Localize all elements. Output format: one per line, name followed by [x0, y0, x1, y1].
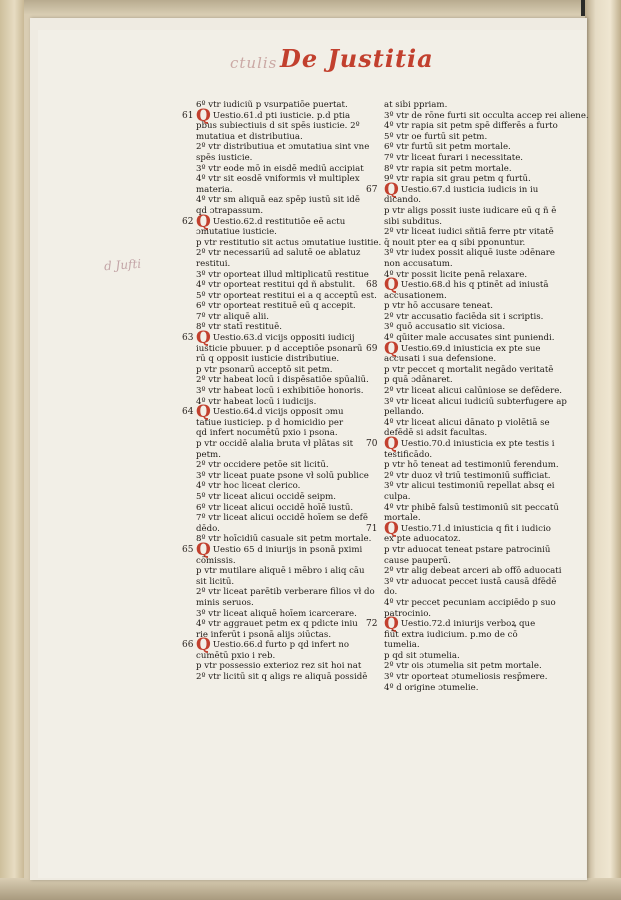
- text-line: [384, 333, 560, 344]
- line-text: 4º vtr sit eosdē vniformis vł multiplex: [196, 174, 360, 185]
- line-text: 3º vtr oporteat illud mltiplicatū restitue: [196, 269, 369, 280]
- rubricated-initial: Q: [196, 402, 211, 423]
- question-number: 65: [182, 544, 194, 555]
- question-number: 68: [366, 280, 378, 291]
- question-heading-line: [182, 211, 366, 232]
- line-text: q̄ nouit pter ea q sibi pponuntur.: [384, 237, 526, 248]
- line-text: p vtr occidē alalia bruta vł plātas sit: [196, 439, 354, 449]
- bottom-edge: [0, 878, 621, 900]
- text-line: [196, 164, 366, 175]
- text-line: [384, 132, 560, 143]
- text-line: [196, 470, 369, 482]
- line-text: 2º vtr ois ɔtumelia sit petm mortale.: [384, 661, 542, 672]
- text-line: [384, 661, 560, 672]
- rubricated-initial: Q: [384, 434, 399, 454]
- text-line: [384, 481, 560, 492]
- line-text: 5º vtr oporteat restitui ei a q acceptū est.: [196, 290, 377, 301]
- line-text: p vtr hō accusare teneat.: [384, 301, 494, 312]
- text-line: [196, 566, 366, 577]
- rubricated-initial: Q: [196, 211, 211, 232]
- line-text: Uestio.72.d iniurijs verboꝝ que: [400, 619, 536, 630]
- text-line: [384, 100, 560, 111]
- line-text: Uestio.71.d iniusticia q fit i iudicio: [400, 523, 551, 534]
- text-line: [384, 291, 560, 302]
- line-text: 3º vtr aduocat peccet iustā causā dfēdē: [384, 576, 557, 587]
- line-text: at sibi ppriam.: [384, 100, 448, 110]
- text-line: [384, 396, 567, 408]
- text-line: [384, 471, 560, 482]
- text-line: [196, 195, 366, 206]
- text-line: [196, 460, 366, 471]
- line-text: 2º vtr liceat parētib verberare filios vł do: [196, 587, 375, 598]
- text-line: [384, 598, 560, 609]
- text-line: [384, 503, 560, 514]
- line-text: fiūt extra iudicium. p.mo de cō: [384, 629, 518, 640]
- line-text: 3º vtr de rōne furti sit occulta accep rei aliene.: [384, 110, 589, 121]
- text-line: [384, 587, 560, 598]
- text-line: [384, 121, 560, 132]
- text-line: [196, 556, 366, 567]
- text-line: [384, 312, 560, 323]
- text-line: [384, 365, 560, 376]
- text-line: [384, 630, 560, 641]
- line-text: 4º d origine ɔtumelie.: [384, 682, 479, 693]
- text-line: [196, 619, 366, 630]
- text-line: [196, 672, 366, 683]
- line-text: testificādo.: [384, 449, 433, 460]
- question-number: 66: [182, 640, 194, 651]
- rubricated-initial: Q: [384, 275, 399, 296]
- text-line: [196, 534, 372, 545]
- line-text: cumētū pxio i reb.: [196, 650, 276, 661]
- line-text: 3º vtr iudex possit aliquē iuste ɔdēnare: [384, 248, 555, 259]
- text-line: [384, 153, 560, 164]
- text-line: [384, 164, 560, 175]
- line-text: Uestio.64.d vicijs opposit ɔmu: [212, 407, 344, 418]
- line-text: tumelia.: [384, 640, 420, 651]
- text-line: [384, 513, 560, 524]
- line-text: rie inferūt i psonā alijs ɔiūctas.: [196, 629, 332, 640]
- text-line: [384, 110, 589, 122]
- text-line: [384, 322, 560, 333]
- line-text: 2º vtr duoz vł triū testimoniū sufficiat.: [384, 470, 551, 481]
- text-line: [384, 407, 560, 418]
- line-text: 6º vtr oporteat restituē eū q accepit.: [196, 301, 356, 312]
- text-line: [384, 545, 560, 556]
- line-text: 7º vtr aliquē alii.: [196, 311, 269, 322]
- line-text: pbus subiectiuis d sit spēs iusticie. 2º: [196, 121, 360, 132]
- text-line: [196, 269, 369, 281]
- page-title: De Justitia: [280, 44, 434, 73]
- text-line: [196, 132, 366, 143]
- rubricated-initial: Q: [196, 539, 211, 560]
- line-text: 3º vtr alicui testimoniū repellat absq ei: [384, 481, 555, 492]
- left-page-edge: [0, 0, 24, 900]
- text-line: [196, 375, 369, 386]
- text-line: [384, 354, 560, 365]
- line-text: dēdo.: [196, 523, 220, 534]
- line-text: pellando.: [384, 407, 424, 418]
- line-text: p vtr aligs possit iuste iudicare eū q ñ ē: [384, 205, 557, 216]
- line-text: tatiue iusticiep. p d homicidio per: [196, 417, 344, 428]
- rubricated-initial: Q: [384, 179, 399, 200]
- line-text: 9º vtr rapia sit grau petm q furtū.: [384, 174, 531, 185]
- line-text: p vtr peccet q mortalit negādo veritatē: [384, 364, 554, 375]
- line-text: 8º vtr hoīcidiū casuale sit petm mortale.: [196, 534, 372, 545]
- line-text: 2º vtr liceat iudici sñtiā ferre ptr vitatē: [384, 227, 554, 238]
- line-text: 4º vtr oporteat restitui qd ñ abstulit.: [196, 280, 356, 291]
- text-line: [196, 344, 366, 355]
- text-line: [384, 577, 560, 588]
- text-line: [196, 248, 366, 259]
- line-text: cause pauperū.: [384, 555, 451, 566]
- text-line: [384, 460, 560, 471]
- line-text: p quā ɔdānaret.: [384, 375, 453, 386]
- line-text: 4º vtr liceat alicui dānato p violētiā se: [384, 417, 550, 428]
- text-line: [384, 227, 560, 238]
- line-text: cōmissis.: [196, 555, 236, 566]
- question-number: 71: [366, 523, 378, 534]
- text-line: [196, 439, 366, 450]
- line-text: 6º vtr liceat alicui occidē hoīē iustū.: [196, 502, 354, 513]
- text-line: [196, 354, 366, 365]
- question-number: 64: [182, 407, 194, 418]
- line-text: qd ɔtrapassum.: [196, 205, 264, 216]
- right-page-edges: [585, 0, 621, 900]
- text-line: [196, 481, 366, 492]
- line-text: 3º quō accusatio sit viciosa.: [384, 322, 506, 333]
- text-line: [196, 174, 366, 185]
- line-text: iusticie pbuuer. p d acceptiōe psonarū: [196, 343, 363, 354]
- rubricated-initial: Q: [196, 328, 211, 349]
- text-line: [384, 270, 560, 281]
- line-text: 8º vtr statī restituē.: [196, 322, 282, 333]
- text-line: [196, 598, 366, 609]
- text-line: [196, 503, 366, 514]
- faded-heading: ctulis: [230, 54, 278, 72]
- line-text: sit licitū.: [196, 576, 235, 587]
- rubricated-initial: Q: [384, 614, 399, 635]
- line-text: 3º vtr oporteat ɔtumeliosis resp̄mere.: [384, 672, 548, 683]
- line-text: 4º vtr sm aliquā eaz spēp iustū sit idē: [196, 195, 360, 206]
- text-line: [196, 100, 366, 111]
- top-edge: [0, 0, 621, 14]
- text-line: [384, 651, 560, 662]
- line-text: 4º qūiter male accusates sint puniendi.: [384, 333, 555, 344]
- line-text: 3º vtr liceat aliquē hoīem icarcerare.: [196, 608, 357, 619]
- line-text: do.: [384, 587, 398, 598]
- text-line: [196, 492, 366, 503]
- line-text: 4º vtr habeat locū i iudicijs.: [196, 396, 317, 407]
- line-text: culpa.: [384, 491, 411, 502]
- text-line: [196, 418, 366, 429]
- text-line: [384, 450, 560, 461]
- line-text: dicando.: [384, 195, 421, 206]
- line-text: 4º vtr possit licite penā relaxare.: [384, 269, 528, 280]
- line-text: materia.: [196, 184, 233, 195]
- question-heading-line: [366, 434, 560, 454]
- text-line: [196, 661, 366, 672]
- line-text: 2º vtr occidere petōe sit licitū.: [196, 460, 329, 471]
- text-line: [384, 259, 560, 270]
- question-number: 72: [366, 619, 378, 630]
- line-text: Uestio 65 d iniurijs in psonā pximi: [212, 544, 363, 555]
- text-line: [196, 206, 366, 217]
- line-text: 3º vtr liceat alicui iudiciū subterfugere ap: [384, 396, 567, 407]
- text-line: [384, 566, 560, 577]
- line-text: patrocinio.: [384, 608, 431, 619]
- text-line: [384, 492, 560, 503]
- line-text: 2º vtr alig debeat arceri ab offō aduocati: [384, 566, 562, 577]
- text-line: [196, 397, 366, 408]
- line-text: 4º vtr peccet pecuniam accipiēdo p suo: [384, 597, 556, 608]
- text-line: [196, 280, 366, 291]
- line-text: defēdē si adsit facultas.: [384, 428, 488, 439]
- question-number: 67: [366, 184, 378, 195]
- line-text: 6º vtr iudiciũ p vsurpatiōe puertat.: [196, 100, 348, 110]
- line-text: Uestio.63.d vicijs oppositi iudicij: [212, 333, 355, 344]
- line-text: p vtr hō teneat ad testimoniū ferendum.: [384, 460, 559, 471]
- line-text: 4º vtr hoc liceat clerico.: [196, 481, 301, 492]
- text-line: [384, 534, 560, 545]
- line-text: 6º vtr furtū sit petm mortale.: [384, 142, 511, 153]
- text-line: [384, 640, 560, 651]
- line-text: 4º vtr rapia sit petm spē differēs a furto: [384, 121, 558, 132]
- line-text: Uestio.61.d pti iusticie. p.d ptia: [212, 110, 351, 121]
- text-line: [384, 683, 560, 694]
- text-line: [196, 386, 366, 397]
- line-text: 7º vtr liceat furari i necessitate.: [384, 152, 524, 163]
- line-text: 2º vtr necessariū ad salutē oe ablatuz: [196, 248, 361, 259]
- text-line: [196, 609, 366, 620]
- line-text: p qd sit ɔtumelia.: [384, 650, 460, 661]
- page-heading: [230, 44, 470, 80]
- line-text: Uestio.68.d his q ptinēt ad iniustā: [400, 280, 549, 291]
- right-text-column: [366, 100, 589, 693]
- text-line: [196, 301, 366, 312]
- text-line: [384, 428, 560, 439]
- text-line: [384, 556, 560, 567]
- text-line: [196, 142, 370, 153]
- line-text: rū q opposit iusticie distributiue.: [196, 354, 340, 365]
- text-line: [196, 237, 382, 249]
- text-line: [196, 312, 366, 323]
- line-text: 3º vtr eode mō in eisdē mediū accipiat: [196, 163, 364, 174]
- line-text: 2º vtr liceat alicui calūniose se defēdere.: [384, 386, 563, 397]
- question-number: 63: [182, 333, 194, 344]
- line-text: 4º vtr phibē falsū testimoniū sit peccatū: [384, 502, 559, 513]
- line-text: 4º vtr aggrauet petm ex q pdicte iniu: [196, 619, 358, 630]
- text-line: [196, 365, 366, 376]
- text-line: [384, 672, 560, 683]
- line-text: ex pte aduocatoz.: [384, 534, 461, 545]
- text-line: [196, 577, 366, 588]
- text-line: [384, 301, 560, 312]
- rubricated-initial: Q: [384, 518, 399, 539]
- text-line: [196, 290, 377, 302]
- line-text: 8º vtr rapia sit petm mortale.: [384, 163, 512, 174]
- text-line: [384, 609, 560, 620]
- text-line: [196, 651, 366, 662]
- line-text: 2º vtr accusatio faciēda sit i scriptis.: [384, 311, 544, 322]
- line-text: mortale.: [384, 513, 421, 524]
- line-text: non accusatum.: [384, 258, 453, 269]
- line-text: petm.: [196, 449, 221, 460]
- line-text: p vtr psonarū acceptō sit petm.: [196, 364, 333, 375]
- text-line: [196, 227, 366, 238]
- line-text: minis seruos.: [196, 597, 254, 608]
- line-text: qd infert nocumētū pxio i psona.: [196, 428, 338, 439]
- line-text: 7º vtr liceat alicui occidē hoīem se defē: [196, 513, 368, 524]
- text-line: [384, 238, 560, 249]
- line-text: mutatiua et distributiua.: [196, 131, 303, 142]
- text-line: [196, 450, 366, 461]
- line-text: 3º vtr habeat locū i exhibitiōe honoris.: [196, 386, 364, 397]
- question-number: 61: [182, 110, 194, 121]
- text-line: [384, 418, 560, 429]
- line-text: 3º vtr liceat puate psone vł solū publice: [196, 470, 369, 481]
- line-text: 5º vtr liceat alicui occidē seipm.: [196, 491, 337, 502]
- rubricated-initial: Q: [384, 338, 399, 359]
- text-line: [384, 142, 560, 153]
- line-text: p vtr possessio exterioz rez sit hoi nat: [196, 661, 362, 672]
- line-text: p vtr mutilare aliquē i mēbro i aliq cāu: [196, 566, 365, 577]
- text-line: [196, 259, 366, 270]
- text-line: [196, 524, 366, 535]
- line-text: 2º vtr distributiua et ɔmutatiua sint vne: [196, 142, 370, 153]
- line-text: ɔmutatiue iusticie.: [196, 227, 277, 238]
- question-number: 70: [366, 439, 378, 449]
- line-text: 2º vtr licitū sit q aligs re aliquā possidē: [196, 672, 368, 683]
- text-line: [196, 630, 366, 641]
- text-line: [384, 375, 560, 386]
- line-text: p vtr restitutio sit actus ɔmutatiue iustitie.: [196, 237, 382, 248]
- line-text: Uestio.69.d iniusticia ex pte sue: [400, 343, 541, 354]
- line-text: Uestio.66.d furto p qd infert no: [212, 640, 350, 651]
- text-line: [384, 174, 560, 185]
- text-line: [196, 185, 366, 196]
- question-number: 62: [182, 216, 194, 227]
- line-text: 2º vtr habeat locū i dispēsatiōe spūaliū.: [196, 375, 369, 386]
- text-line: [196, 322, 366, 333]
- rubricated-initial: Q: [196, 105, 211, 126]
- line-text: Uestio.70.d iniusticia ex pte testis i: [400, 439, 555, 449]
- rubricated-initial: Q: [196, 635, 211, 656]
- text-line: [196, 153, 366, 164]
- line-text: accusati i sua defensione.: [384, 354, 497, 365]
- text-line: [196, 428, 366, 439]
- question-number: 69: [366, 343, 378, 354]
- text-line: [384, 386, 563, 397]
- line-text: spēs iusticie.: [196, 152, 253, 163]
- text-line: [384, 195, 560, 206]
- text-line: [196, 587, 375, 598]
- text-line: [384, 206, 560, 217]
- text-line: [196, 513, 366, 524]
- text-line: [196, 121, 366, 132]
- line-text: Uestio.62.d restitutiōe eē actu: [212, 216, 346, 227]
- text-line: [384, 217, 560, 228]
- line-text: restitui.: [196, 258, 231, 269]
- line-text: p vtr aduocat teneat pstare patrociniū: [384, 544, 551, 555]
- text-line: [384, 248, 560, 259]
- line-text: Uestio.67.d iusticia iudicis in iu: [400, 184, 539, 195]
- line-text: sibi subditus.: [384, 216, 442, 227]
- line-text: 5º vtr oe furtū sit petm.: [384, 131, 488, 142]
- margin-annotation: d Jufti: [103, 256, 142, 274]
- line-text: accusationem.: [384, 290, 447, 301]
